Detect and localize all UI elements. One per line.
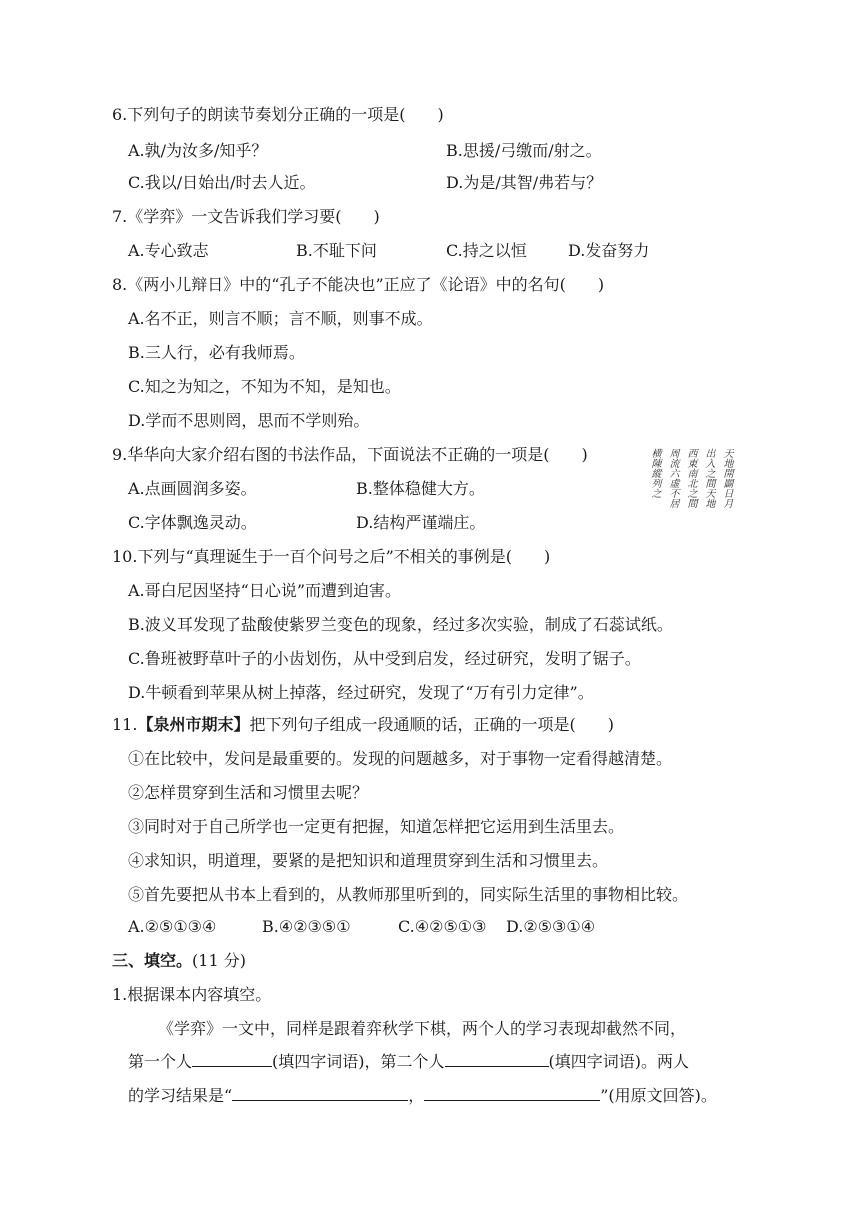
text-fragment: ”(用原文回答)。 (600, 1086, 717, 1105)
question-7-stem: 7.《学弈》一文告诉我们学习要( ) (112, 207, 380, 226)
text-fragment: 的学习结果是“ (128, 1086, 233, 1105)
section-3-heading (112, 950, 246, 972)
option-c: C.知之为知之，不知为不知，是知也。 (128, 377, 401, 396)
option-b: B.思援/弓缴而/射之。 (446, 141, 602, 160)
option-d: D.学而不思则罔，思而不学则殆。 (128, 411, 370, 430)
option-c: C.持之以恒 (446, 241, 527, 260)
text-fragment: (填四字词语)。两人 (548, 1052, 690, 1071)
answer-blank-3[interactable] (232, 1084, 408, 1101)
option-d: D.发奋努力 (568, 241, 650, 260)
option-b: B.不耻下问 (296, 241, 377, 260)
option-a: A.名不正，则言不顺；言不顺，则事不成。 (128, 309, 433, 328)
question-10-stem: 10.下列与“真理诞生于一百个问号之后”不相关的事例是( ) (112, 547, 551, 566)
fill-1-stem: 1.根据课本内容填空。 (112, 985, 272, 1004)
option-b: B.波义耳发现了盐酸使紫罗兰变色的现象，经过多次实验，制成了石蕊试纸。 (128, 615, 673, 634)
question-9-stem: 9.华华向大家介绍右图的书法作品，下面说法不正确的一项是( ) (112, 445, 588, 464)
calligraphy-image (640, 448, 732, 546)
calligraphy-column: 出入之間天地 (703, 448, 714, 508)
option-b: B.三人行，必有我师焉。 (128, 343, 305, 362)
option-a: A.孰/为汝多/知乎？ (128, 141, 268, 160)
question-text: 把下列句子组成一段通顺的话，正确的一项是( ) (249, 715, 614, 734)
text-fragment: ， (408, 1086, 425, 1105)
sentence-4: ④求知识，明道理，要紧的是把知识和道理贯穿到生活和习惯里去。 (128, 851, 609, 870)
question-11-stem (112, 714, 614, 736)
sentence-2: ②怎样贯穿到生活和习惯里去呢？ (128, 783, 369, 802)
sentence-5: ⑤首先要把从书本上看到的，从教师那里听到的，同实际生活里的事物相比较。 (128, 885, 689, 904)
fill-1-paragraph-line3 (128, 1084, 717, 1107)
option-d: D.为是/其智/弗若与？ (446, 173, 603, 192)
option-c: C.鲁班被野草叶子的小齿划伤，从中受到启发，经过研究，发明了锯子。 (128, 649, 641, 668)
calligraphy-column: 横陳縱列之 (649, 448, 660, 498)
option-c: C.字体飘逸灵动。 (128, 513, 257, 532)
fill-1-paragraph-line2 (128, 1050, 689, 1073)
section-score: (11 分) (192, 951, 246, 970)
calligraphy-column: 西東南北之間 (685, 448, 696, 508)
option-b: B.④②③⑤① (262, 917, 351, 936)
question-8-stem: 8.《两小儿辩日》中的“孔子不能决也”正应了《论语》中的名句( ) (112, 275, 605, 294)
option-a: A.专心致志 (128, 241, 209, 260)
option-d: D.②⑤③①④ (506, 917, 596, 936)
sentence-1: ①在比较中，发问是最重要的。发现的问题越多，对于事物一定看得越清楚。 (128, 749, 673, 768)
question-number: 11. (112, 715, 138, 734)
option-d: D.牛顿看到苹果从树上掉落，经过研究，发现了“万有引力定律”。 (128, 683, 594, 702)
text-fragment: 第一个人 (128, 1052, 193, 1071)
calligraphy-column: 天地開闢日月 (721, 448, 732, 508)
option-d: D.结构严谨端庄。 (356, 513, 486, 532)
fill-1-paragraph-line1: 《学弈》一文中，同样是跟着弈秋学下棋，两个人的学习表现却截然不同， (158, 1019, 687, 1038)
question-6-stem: 6.下列句子的朗读节奏划分正确的一项是( ) (112, 105, 444, 124)
section-title: 三、填空。 (112, 951, 193, 970)
option-a: A.哥白尼因坚持“日心说”而遭到迫害。 (128, 581, 402, 600)
option-b: B.整体稳健大方。 (356, 479, 485, 498)
answer-blank-4[interactable] (424, 1084, 600, 1101)
answer-blank-2[interactable] (445, 1050, 549, 1067)
source-tag: 【泉州市期末】 (137, 715, 250, 734)
option-c: C.我以/日始出/时去人近。 (128, 173, 316, 192)
calligraphy-column: 周流六虛不居 (667, 448, 678, 508)
option-a: A.②⑤①③④ (128, 917, 217, 936)
text-fragment: (填四字词语)，第二个人 (272, 1052, 445, 1071)
option-a: A.点画圆润多姿。 (128, 479, 257, 498)
sentence-3: ③同时对于自己所学也一定更有把握，知道怎样把它运用到生活里去。 (128, 817, 625, 836)
option-c: C.④②⑤①③ (398, 917, 487, 936)
answer-blank-1[interactable] (192, 1050, 272, 1067)
